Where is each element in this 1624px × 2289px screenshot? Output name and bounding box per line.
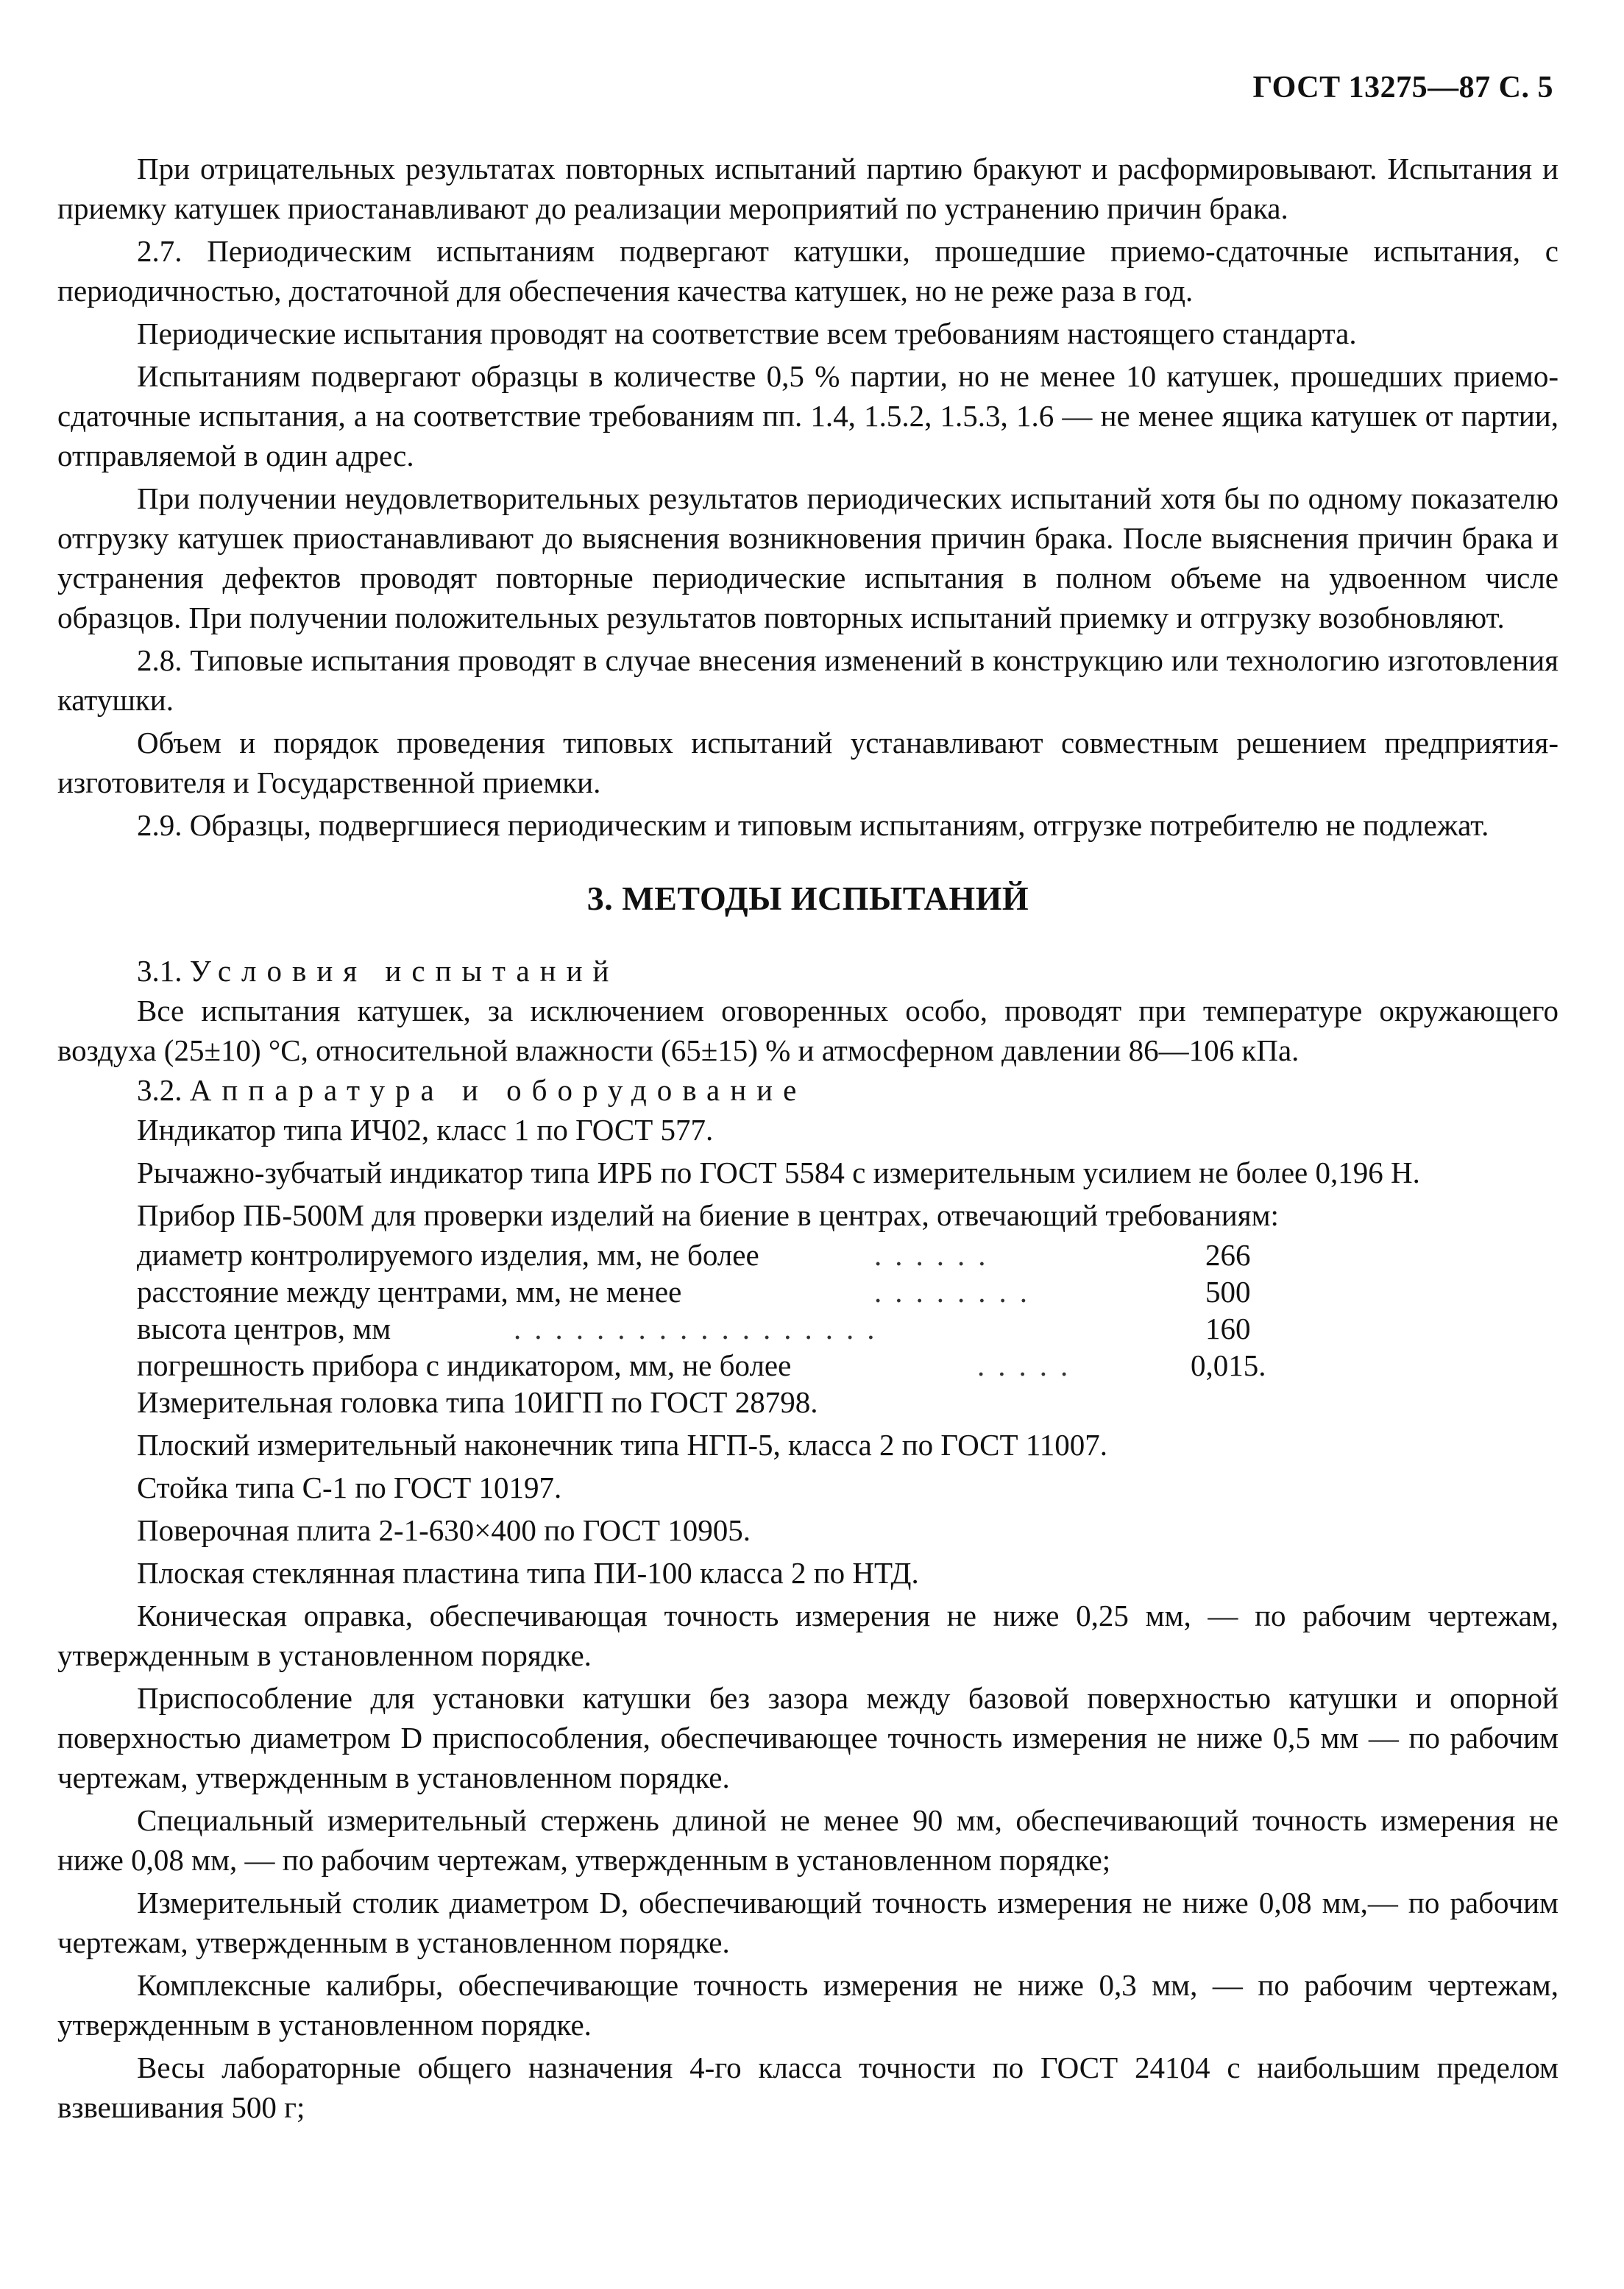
spec-value: 0,015.: [1191, 1348, 1266, 1382]
subsection-number: 3.1.: [137, 954, 182, 988]
equipment-item: Специальный измерительный стержень длиной не менее 90 мм, обеспечивающий точность измерения не ниже 0,08 мм, — по рабочим чертежам, утвержденным в установленном порядке;: [57, 1803, 1559, 1877]
spec-label: диаметр контролируемого изделия, мм, не более: [137, 1238, 759, 1272]
equipment-item: Индикатор типа ИЧ02, класс 1 по ГОСТ 577.: [137, 1113, 714, 1147]
equipment-item: Весы лабораторные общего назначения 4-го класса точности по ГОСТ 24104 с наибольшим пределом взвешивания 500 г;: [57, 2051, 1559, 2124]
paragraph: Все испытания катушек, за исключением оговоренных особо, проводят при температуре окружающего воздуха (25±10) °С, относительной влажности (65±15) % и атмосферном давлении 86—106 кПа.: [57, 994, 1559, 1067]
spec-label: расстояние между центрами, мм, не менее: [137, 1275, 682, 1309]
spec-value: 266: [1205, 1238, 1251, 1272]
subsection-heading: [57, 951, 1559, 991]
spec-row: [57, 1345, 1559, 1382]
paragraph: При отрицательных результатах повторных испытаний партию бракуют и расформировывают. Испытания и приемку катушек приостанавливают до реализации мероприятий по устранению причин брака.: [57, 152, 1559, 225]
equipment-item: Комплексные калибры, обеспечивающие точность измерения не ниже 0,3 мм, — по рабочим чертежам, утвержденным в установленном порядке.: [57, 1968, 1559, 2042]
spec-value: 500: [1205, 1275, 1251, 1309]
paragraph: Испытаниям подвергают образцы в количестве 0,5 % партии, но не менее 10 катушек, прошедших приемо-сдаточные испытания, а на соответствие требованиям пп. 1.4, 1.5.2, 1.5.3, 1.6 — не менее ящика катушек от партии, отправляемой в один адрес.: [57, 359, 1559, 473]
subsection-title: Аппаратура и оборудование: [189, 1073, 807, 1107]
equipment-item: Стойка типа С-1 по ГОСТ 10197.: [137, 1471, 562, 1504]
paragraph: 2.7. Периодическим испытаниям подвергают катушки, прошедшие приемо-сдаточные испытания, с периодичностью, достаточной для обеспечения качества катушек, но не реже раза в год.: [57, 234, 1559, 308]
equipment-item: Поверочная плита 2-1-630×400 по ГОСТ 10905.: [137, 1513, 751, 1547]
equipment-item: Прибор ПБ-500М для проверки изделий на биение в центрах, отвечающий требованиям:: [137, 1198, 1279, 1232]
equipment-item: Измерительная головка типа 10ИГП по ГОСТ 28798.: [137, 1385, 818, 1419]
paragraph: При получении неудовлетворительных результатов периодических испытаний хотя бы по одному показателю отгрузку катушек приостанавливают до выяснения возникновения причин брака. После выяснения причин брака и устранения дефектов проводят повторные периодические испытания в полном объеме на удвоенном числе образцов. При получении положительных результатов повторных испытаний приемку и отгрузку возобновляют.: [57, 481, 1559, 634]
spec-leader: ..................: [514, 1312, 888, 1345]
paragraph: Периодические испытания проводят на соответствие всем требованиям настоящего стандарта.: [137, 316, 1357, 350]
spec-row: [57, 1235, 1559, 1272]
spec-value: 160: [1205, 1312, 1251, 1345]
subsection-number: 3.2.: [137, 1073, 182, 1107]
equipment-item: Приспособление для установки катушки без зазора между базовой поверхностью катушки и опорной поверхностью диаметром D приспособления, обеспечивающее точность измерения не ниже 0,5 мм — по рабочим чертежам, утвержденным в установленном порядке.: [57, 1681, 1559, 1794]
spec-label: погрешность прибора с индикатором, мм, не более: [137, 1348, 792, 1382]
spec-row: [57, 1272, 1559, 1309]
equipment-item: Плоский измерительный наконечник типа НГП-5, класса 2 по ГОСТ 11007.: [137, 1428, 1108, 1462]
spec-leader: ......: [874, 1238, 999, 1272]
equipment-item: Рычажно-зубчатый индикатор типа ИРБ по ГОСТ 5584 с измерительным усилием не более 0,196 Н.: [137, 1156, 1420, 1189]
spec-list: [57, 1235, 1559, 1382]
subsection-title: Условия испытаний: [189, 954, 620, 988]
equipment-item: Измерительный столик диаметром D, обеспечивающий точность измерения не ниже 0,08 мм,— по рабочим чертежам, утвержденным в установленном порядке.: [57, 1886, 1559, 1959]
spec-label: высота центров, мм: [137, 1312, 391, 1345]
equipment-item: Плоская стеклянная пластина типа ПИ-100 класса 2 по НТД.: [137, 1556, 919, 1590]
page-header: ГОСТ 13275—87 С. 5: [1252, 71, 1553, 105]
subsection-heading: [57, 1070, 1559, 1110]
spec-leader: .....: [977, 1348, 1082, 1382]
section-title: 3. МЕТОДЫ ИСПЫТАНИЙ: [586, 880, 1029, 917]
paragraph: 2.9. Образцы, подвергшиеся периодическим и типовым испытаниям, отгрузке потребителю не подлежат.: [137, 808, 1489, 842]
paragraph: Объем и порядок проведения типовых испытаний устанавливают совместным решением предприятия-изготовителя и Государственной приемки.: [57, 726, 1559, 799]
spec-row: [57, 1309, 1559, 1345]
equipment-item: Коническая оправка, обеспечивающая точность измерения не ниже 0,25 мм, — по рабочим чертежам, утвержденным в установленном порядке.: [57, 1599, 1559, 1672]
spec-leader: ........: [874, 1275, 1040, 1309]
paragraph: 2.8. Типовые испытания проводят в случае внесения изменений в конструкцию или технологию изготовления катушки.: [57, 643, 1559, 717]
section2-text: [57, 149, 1559, 2127]
